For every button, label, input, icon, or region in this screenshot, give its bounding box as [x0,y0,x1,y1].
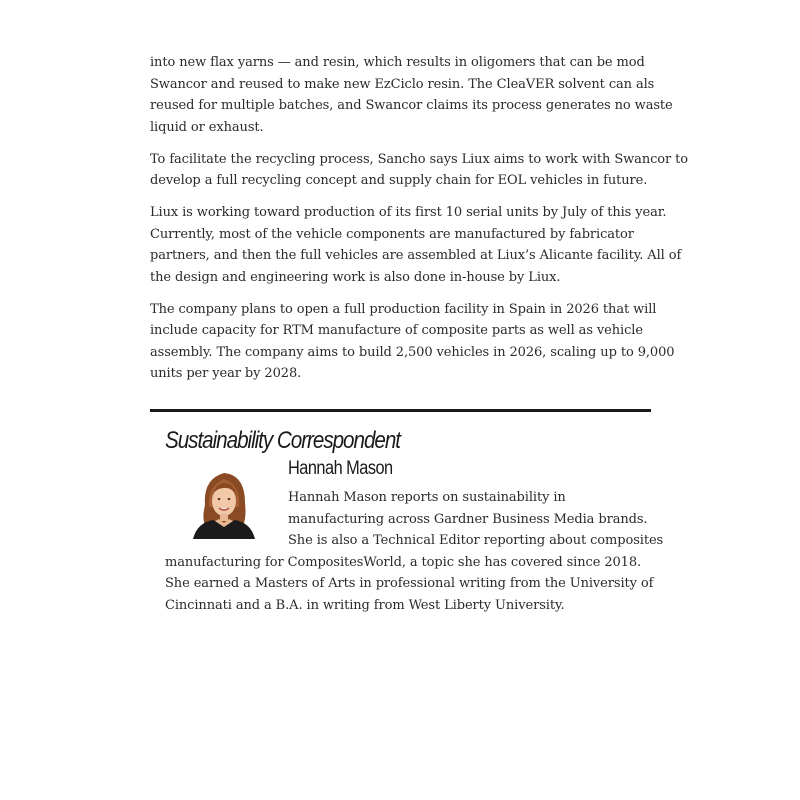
article-paragraph [150,202,682,288]
author-bio-line: She is also a Technical Editor reporting about composites [288,533,664,548]
article-line: partners, and then the full vehicles are assembled at Liux’s Alicante facility. All of [150,248,682,263]
author-bio-line: manufacturing across Gardner Business Media brands. [288,511,648,527]
article-line: assembly. The company aims to build 2,500 vehicles in 2026, scaling up to 9,000 [150,344,675,360]
author-name[interactable]: Hannah Mason [288,458,393,479]
author-box [165,425,664,613]
article-body [150,52,688,395]
author-bio-line: manufacturing for CompositesWorld, a topic she has covered since 2018. [165,554,642,570]
author-bio [165,487,664,616]
section-divider [150,409,651,412]
article-line: liquid or exhaust. [150,119,264,135]
article-paragraph [150,52,673,138]
article-line: units per year by 2028. [150,366,302,381]
author-bio-line: Cincinnati and a B.A. in writing from West Liberty University. [165,597,565,613]
article-paragraph [150,149,688,192]
article-line: develop a full recycling concept and supply chain for EOL vehicles in future. [150,173,648,188]
article-line: Currently, most of the vehicle components are manufactured by fabricator [150,226,634,242]
article-line: reused for multiple batches, and Swancor claims its process generates no waste [150,98,673,113]
author-bio-line: Hannah Mason reports on sustainability in [288,490,566,505]
article-line: The company plans to open a full production facility in Spain in 2026 that will [150,301,657,317]
author-role-heading: Sustainability Correspondent [165,427,400,454]
article-line: To facilitate the recycling process, Sancho says Liux aims to work with Swancor to [150,151,688,167]
article-line: into new flax yarns — and resin, which results in oligomers that can be mod [150,55,645,70]
article-paragraph [150,299,675,385]
author-bio-line: She earned a Masters of Arts in professional writing from the University of [165,576,654,591]
article-line: Swancor and reused to make new EzCiclo resin. The CleaVER solvent can als [150,76,655,92]
article-line: Liux is working toward production of its first 10 serial units by July of this year. [150,205,667,220]
article-line: include capacity for RTM manufacture of composite parts as well as vehicle [150,323,643,338]
article-line: the design and engineering work is also done in-house by Liux. [150,269,561,285]
